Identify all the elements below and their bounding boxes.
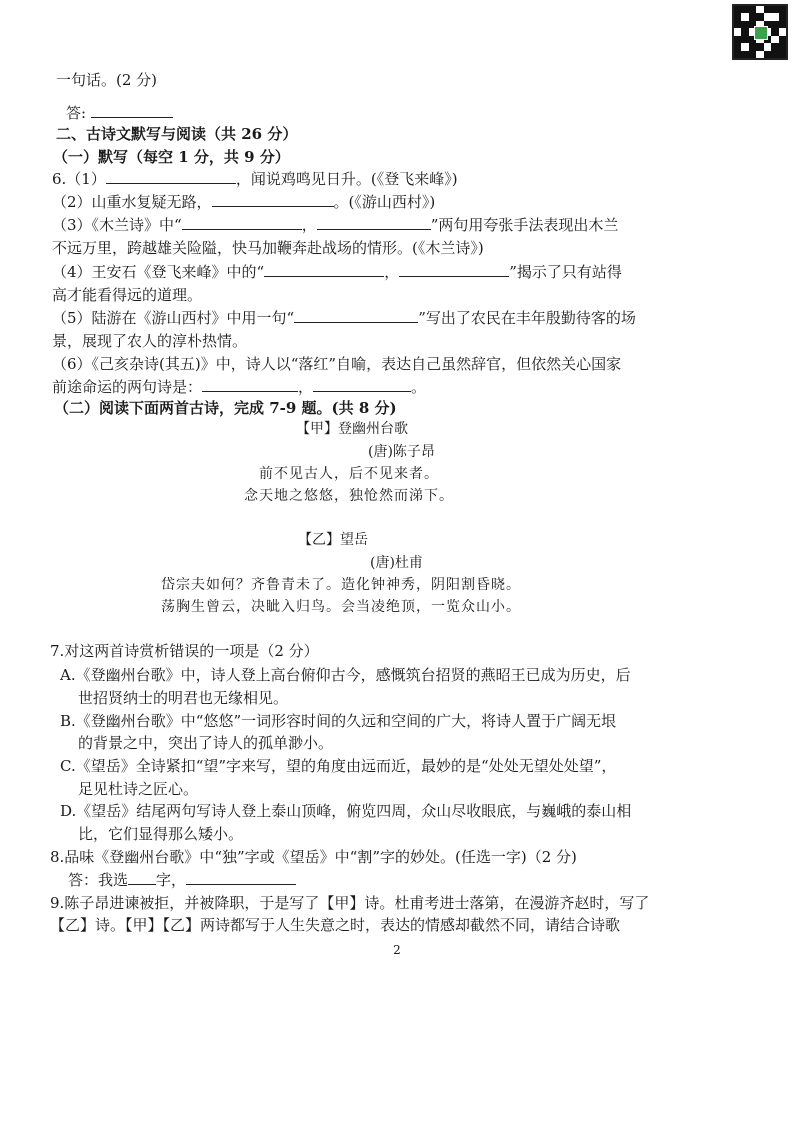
q6-line1 bbox=[52, 169, 458, 189]
q6-3-blank-a[interactable] bbox=[182, 215, 302, 230]
q6-4-blank-a[interactable] bbox=[264, 262, 384, 277]
poem2-line1: 岱宗夫如何？齐鲁青未了。造化钟神秀，阴阳割昏晓。 bbox=[161, 577, 521, 593]
q6-line4-cont: 高才能看得远的道理。 bbox=[52, 286, 203, 304]
q6-3-blank-b[interactable] bbox=[317, 215, 431, 230]
q7-option-b[interactable]: B.《登幽州台歌》中“悠悠”一词形容时间的久远和空间的广大，将诗人置于广阔无垠 bbox=[60, 712, 617, 730]
poem2-line2: 荡胸生曾云，决眦入归鸟。会当凌绝顶，一览众山小。 bbox=[161, 599, 521, 615]
q6-line3 bbox=[52, 215, 618, 235]
q7-option-c-cont: 足见杜诗之匠心。 bbox=[78, 780, 199, 798]
answer-blank[interactable] bbox=[91, 103, 173, 118]
q6-line3-cont: 不远万里，跨越雄关险隘，快马加鞭奔赴战场的情形。(《木兰诗》) bbox=[52, 239, 484, 257]
q6-1-text: ，闻说鸡鸣见日升。(《登飞来峰》) bbox=[235, 170, 458, 188]
poem2-title: 【乙】望岳 bbox=[298, 532, 368, 548]
q8-choice-blank[interactable] bbox=[128, 870, 156, 885]
q6-line5 bbox=[52, 308, 636, 328]
q6-4-text: ”揭示了只有站得 bbox=[509, 263, 622, 281]
q6-1-label: 6.（1） bbox=[52, 170, 106, 188]
q6-line5-cont: 景，展现了农人的淳朴热情。 bbox=[52, 332, 248, 350]
poem1-line2: 念天地之悠悠，独怆然而涕下。 bbox=[244, 488, 454, 504]
q6-3-label: （3）《木兰诗》中“ bbox=[52, 216, 182, 234]
intro-line: 一句话。(2 分) bbox=[56, 71, 158, 89]
part1-title: （一）默写（每空 1 分，共 9 分） bbox=[53, 148, 290, 166]
poem1-author: (唐)陈子昂 bbox=[368, 444, 435, 460]
intro-answer bbox=[66, 103, 173, 123]
q6-5-blank[interactable] bbox=[294, 308, 418, 323]
q6-line6-cont bbox=[52, 377, 426, 397]
q7-option-d-cont: 比，它们显得那么矮小。 bbox=[78, 825, 244, 843]
q8-answer-suffix: 字， bbox=[156, 871, 187, 889]
q6-6-blank-b[interactable] bbox=[313, 377, 411, 392]
q6-4-comma: ， bbox=[384, 263, 400, 281]
q6-2-text: 。(《游山西村》) bbox=[333, 193, 436, 211]
q6-3-text: ”两句用夸张手法表现出木兰 bbox=[430, 216, 619, 234]
section2-title: 二、古诗文默写与阅读（共 26 分） bbox=[56, 125, 298, 143]
q7-option-d[interactable]: D.《望岳》结尾两句写诗人登上泰山顶峰，俯览四周，众山尽收眼底，与巍峨的泰山相 bbox=[60, 802, 632, 820]
page-number: 2 bbox=[393, 943, 401, 957]
poem2-author: (唐)杜甫 bbox=[370, 555, 423, 571]
answer-prefix: 答: bbox=[66, 104, 87, 122]
q6-4-label: （4）王安石《登飞来峰》中的“ bbox=[52, 263, 265, 281]
q7-option-a[interactable]: A.《登幽州台歌》中，诗人登上高台俯仰古今，感慨筑台招贤的燕昭王已成为历史，后 bbox=[60, 666, 631, 684]
q7-option-c[interactable]: C.《望岳》全诗紧扣“望”字来写，望的角度由远而近，最妙的是“处处无望处处望”， bbox=[60, 757, 617, 775]
qr-logo-icon bbox=[754, 26, 768, 40]
q6-5-label: （5）陆游在《游山西村》中用一句“ bbox=[52, 309, 295, 327]
q8-answer-blank[interactable] bbox=[186, 870, 296, 885]
q6-6-blank-a[interactable] bbox=[202, 377, 298, 392]
q8-stem: 8.品味《登幽州台歌》中“独”字或《望岳》中“割”字的妙处。(任选一字)（2 分) bbox=[50, 848, 577, 866]
q6-1-blank[interactable] bbox=[106, 169, 236, 184]
qr-code bbox=[732, 4, 788, 60]
q6-line6: （6）《己亥杂诗(其五)》中，诗人以“落红”自喻，表达自己虽然辞官，但依然关心国家 bbox=[52, 355, 622, 373]
poem1-title: 【甲】登幽州台歌 bbox=[296, 421, 408, 437]
q6-5-text: ”写出了农民在丰年殷勤待客的场 bbox=[418, 309, 636, 327]
q6-3-comma: ， bbox=[301, 216, 317, 234]
q7-option-b-cont: 的背景之中，突出了诗人的孤单渺小。 bbox=[78, 734, 334, 752]
q6-line2 bbox=[52, 192, 435, 212]
q6-4-blank-b[interactable] bbox=[399, 262, 509, 277]
q9-line2: 【乙】诗。【甲】【乙】两诗都写于人生失意之时，表达的情感却截然不同，请结合诗歌 bbox=[50, 916, 621, 934]
q6-2-label: （2）山重水复疑无路， bbox=[52, 193, 212, 211]
q7-stem: 7.对这两首诗赏析错误的一项是（2 分） bbox=[50, 642, 319, 660]
q6-2-blank[interactable] bbox=[212, 192, 334, 207]
part2-title: （二）阅读下面两首古诗，完成 7-9 题。(共 8 分) bbox=[54, 399, 397, 417]
q6-6-period: 。 bbox=[411, 378, 427, 396]
q7-option-a-cont: 世招贤纳士的明君也无缘相见。 bbox=[78, 689, 289, 707]
q6-6-comma: ， bbox=[298, 378, 314, 396]
q9-line1: 9.陈子昂进谏被拒，并被降职，于是写了【甲】诗。杜甫考进士落第，在漫游齐赵时，写了 bbox=[50, 894, 650, 912]
q8-answer-prefix: 答：我选 bbox=[68, 871, 129, 889]
poem1-line1: 前不见古人，后不见来者。 bbox=[259, 466, 439, 482]
q6-6-label: 前途命运的两句诗是： bbox=[52, 378, 203, 396]
q8-answer bbox=[68, 870, 296, 890]
q6-line4 bbox=[52, 262, 622, 282]
